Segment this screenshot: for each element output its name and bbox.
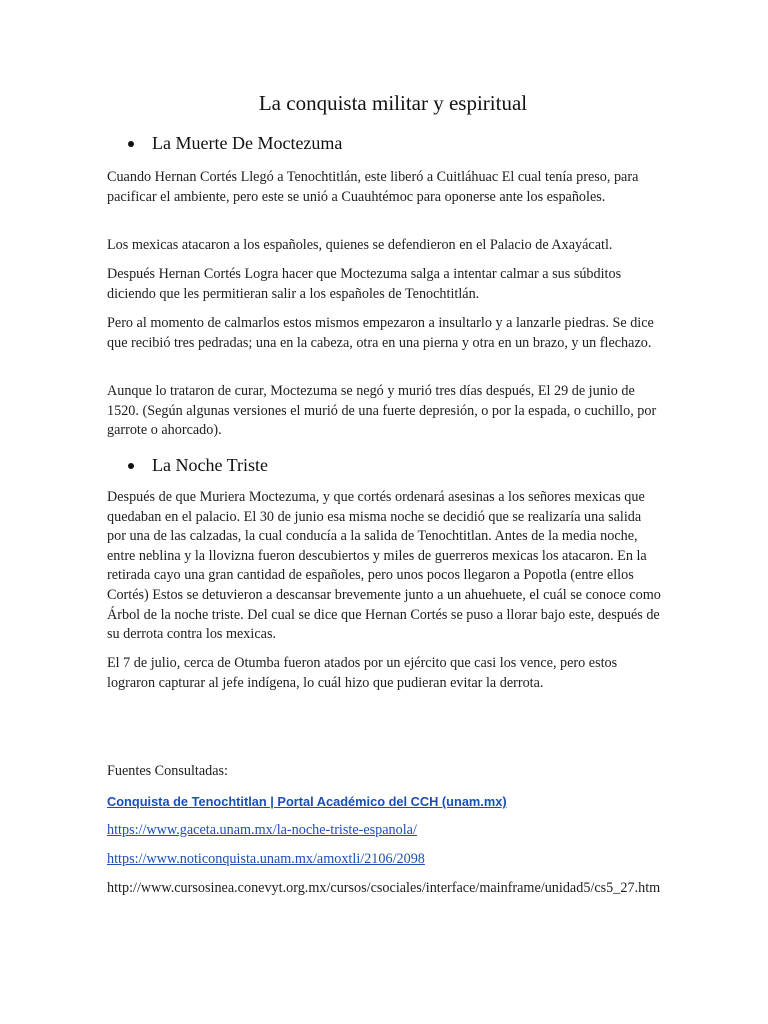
page-title: La conquista militar y espiritual [258, 91, 528, 115]
source-link-gaceta[interactable]: https://www.gaceta.unam.mx/la-noche-triste-espanola/ [107, 822, 417, 838]
source-item [107, 821, 663, 841]
paragraph: Después de que Muriera Moctezuma, y que cortés ordenará asesinas a los señores mexicas que quedaban en el palacio. El 30 de junio esa misma noche se decidió que se realizaría una salida por una de las calzadas, la cual conducía a la salida de Tenochtitlan. Antes de la media noche, entre neblina y la llovizna fueron descubiertos y miles de guerreros mexicas los atacaron. En la retirada cayo una gran cantidad de españoles, pero unos pocos llegaron a Popotla (entre ellos Cortés) Estos se detuvieron a descansar brevemente junto a un ahuehuete, el cuál se conoce como Árbol de la noche triste. Del cual se dice que Hernan Cortés se puso a llorar bajo este, después de su derrota contra los mexicas. [107, 489, 661, 643]
source-plain-url: http://www.cursosinea.conevyt.org.mx/cursos/csociales/interface/mainframe/unidad5/cs5_27.htm [107, 880, 661, 896]
paragraph: Los mexicas atacaron a los españoles, quienes se defendieron en el Palacio de Axayácatl. [107, 237, 613, 253]
source-link-cch[interactable]: Conquista de Tenochtitlan | Portal Académico del CCH (unam.mx) [107, 794, 507, 809]
paragraph: El 7 de julio, cerca de Otumba fueron atados por un ejército que casi los vence, pero estos lograron capturar al jefe indígena, lo cuál hizo que pudieran evitar la derrota. [107, 655, 618, 691]
paragraph: Pero al momento de calmarlos estos mismos empezaron a insultarlo y a lanzarle piedras. Se dice que recibió tres pedradas; una en la cabeza, otra en una pierna y otra en un brazo, y un flechazo. [107, 315, 654, 351]
bullet-icon [128, 463, 134, 469]
source-item [107, 850, 663, 870]
paragraph: Después Hernan Cortés Logra hacer que Moctezuma salga a intentar calmar a sus súbditos diciendo que les permitieran salir a los españoles de Tenochtitlán. [107, 266, 622, 302]
section-heading-label: La Noche Triste [152, 455, 268, 475]
section-heading-label: La Muerte De Moctezuma [152, 133, 343, 153]
paragraph: Aunque lo trataron de curar, Moctezuma se negó y murió tres días después, El 29 de junio de 1520. (Según algunas versiones el murió de una fuerte depresión, o por la espada, o cuchillo, por garrote o ahorcado). [107, 383, 657, 439]
bullet-icon [128, 141, 134, 147]
paragraph: Cuando Hernan Cortés Llegó a Tenochtitlán, este liberó a Cuitláhuac El cual tenía preso, para pacificar el ambiente, pero este se unió a Cuauhtémoc para oponerse ante los españoles. [107, 169, 639, 205]
section-heading-noche-triste [130, 455, 268, 476]
source-item [107, 792, 663, 813]
source-link-noticonquista[interactable]: https://www.noticonquista.unam.mx/amoxtli/2106/2098 [107, 851, 425, 867]
section-heading-muerte [130, 133, 342, 154]
sources-label: Fuentes Consultadas: [107, 763, 228, 779]
